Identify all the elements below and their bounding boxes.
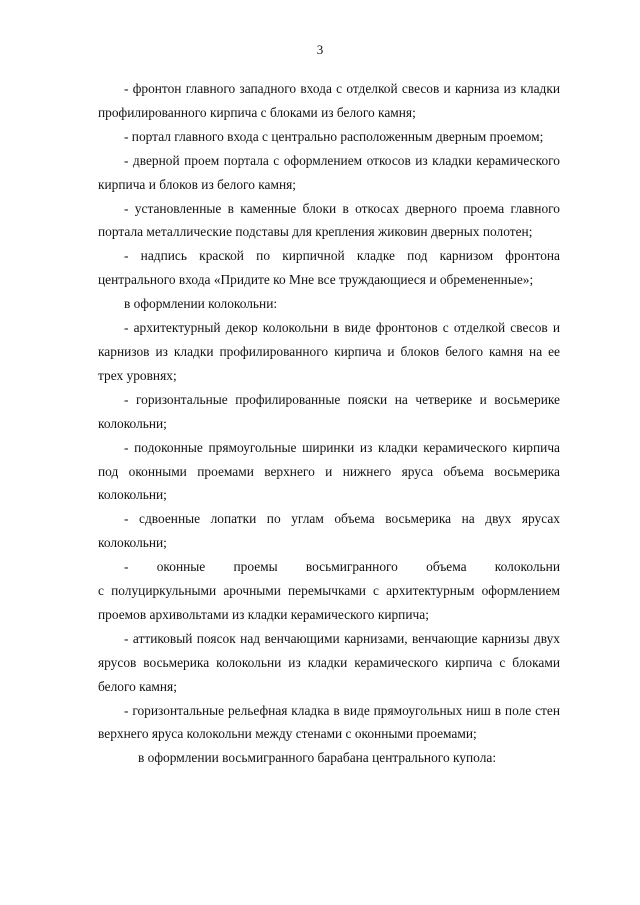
paragraph-7: - архитектурный декор колокольни в виде фронтонов с отделкой свесов и карнизов из кладки профилированного кирпича и блоков белого камня на ее трех уровнях; <box>98 320 560 383</box>
paragraph-5: - надпись краской по кирпичной кладке под карнизом фронтона центрального входа «Придите ко Мне все труждающиеся и обремененные»; <box>98 248 560 288</box>
paragraph-10: - сдвоенные лопатки по углам объема восьмерика на двух ярусах колокольни; <box>98 511 560 551</box>
paragraph-6-heading: в оформлении колокольни: <box>124 296 278 312</box>
paragraph-4: - установленные в каменные блоки в откосах дверного проема главного портала металлические подставы для крепления жиковин дверных полотен; <box>98 200 560 240</box>
paragraph-13: - аттиковый поясок над венчающими карнизами, венчающие карнизы двух ярусов восьмерика колокольни из кладки керамического кирпича с блоками белого камня; <box>98 630 560 694</box>
paragraph-3: - дверной проем портала с оформлением откосов из кладки керамического кирпича и блоков из белого камня; <box>98 152 560 192</box>
paragraph-2: - портал главного входа с центрально расположенным дверным проемом; <box>124 128 544 144</box>
paragraph-1: - фронтон главного западного входа с отделкой свесов и карниза из кладки профилированного кирпича с блоками из белого камня; <box>98 81 560 120</box>
paragraph-12: с полуциркульными арочными перемычками с архитектурным оформлением проемов архивольтами из кладки керамического кирпича; <box>98 583 560 622</box>
page-number: 3 <box>316 42 324 57</box>
paragraph-14: - горизонтальные рельефная кладка в виде прямоугольных ниш в поле стен верхнего яруса колокольни между стенами с оконными проемами; <box>98 702 560 742</box>
document-body <box>98 77 560 770</box>
paragraph-15-heading: в оформлении восьмигранного барабана центрального купола: <box>138 750 497 766</box>
paragraph-11: - оконные проемы восьмигранного объема колокольни <box>124 559 560 575</box>
paragraph-9: - подоконные прямоугольные ширинки из кладки керамического кирпича под оконными проемами верхнего и нижнего яруса объема восьмерика колокольни; <box>98 439 560 503</box>
paragraph-8: - горизонтальные профилированные пояски на четверике и восьмерике колокольни; <box>98 391 560 431</box>
